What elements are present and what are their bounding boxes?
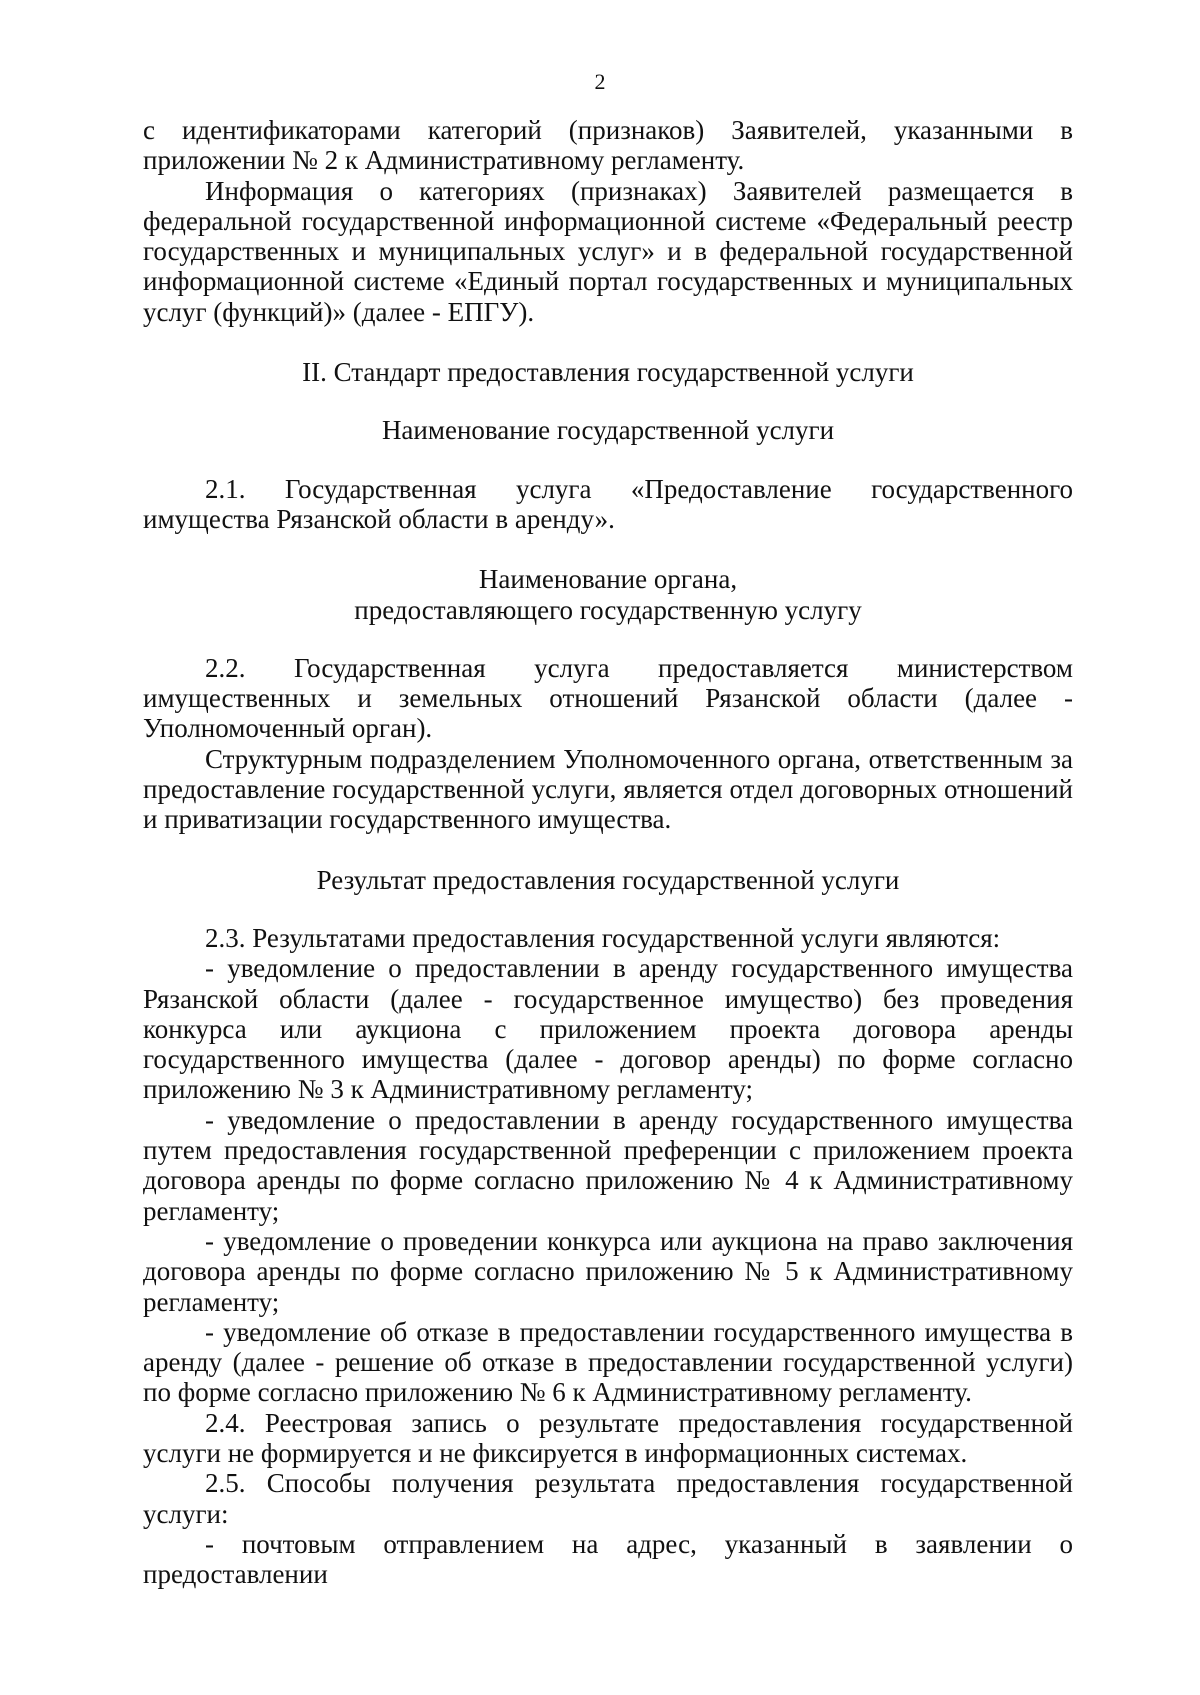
paragraph-2-4: 2.4. Реестровая запись о результате предоставления государственной услуги не формируется и не фиксируется в информационных системах. <box>143 1407 1073 1468</box>
paragraph: Структурным подразделением Уполномоченного органа, ответственным за предоставление государственной услуги, является отдел договорных отношений и приватизации государственного имущества. <box>143 743 1073 835</box>
list-item: - уведомление о предоставлении в аренду государственного имущества путем предоставления государственной преференции с приложением проекта договора аренды по форме согласно приложению № 4 к Административному регламенту; <box>143 1104 1073 1226</box>
paragraph-2-3: 2.3. Результатами предоставления государственной услуги являются: <box>205 922 1001 953</box>
paragraph-2-5: 2.5. Способы получения результата предоставления государственной услуги: <box>143 1468 1073 1529</box>
heading-result: Результат предоставления государственной услуги <box>316 864 900 895</box>
paragraph-2-2: 2.2. Государственная услуга предоставляется министерством имущественных и земельных отношений Рязанской области (далее - Уполномоченный орган). <box>143 652 1073 744</box>
page-number: 2 <box>594 69 606 94</box>
heading-body <box>143 564 1073 625</box>
list-item: - уведомление об отказе в предоставлении государственного имущества в аренду (далее - решение об отказе в предоставлении государственной услуги) по форме согласно приложению № 6 к Административному регламенту. <box>143 1316 1073 1408</box>
list-item: - уведомление о предоставлении в аренду государственного имущества Рязанской области (далее - государственное имущество) без проведения конкурса или аукциона с приложением проекта договора аренды государственного имущества (далее - договор аренды) по форме согласно приложению № 3 к Административному регламенту; <box>143 953 1073 1105</box>
paragraph-2-1: 2.1. Государственная услуга «Предоставление государственного имущества Рязанской области в аренду». <box>143 473 1073 534</box>
heading-body-line: предоставляющего государственную услугу <box>354 594 862 625</box>
document-body <box>143 115 1073 1589</box>
list-item: - уведомление о проведении конкурса или аукциона на право заключения договора аренды по форме согласно приложению № 5 к Административному регламенту; <box>143 1225 1073 1317</box>
heading-body-line: Наименование органа, <box>478 564 738 595</box>
section-title: II. Стандарт предоставления государственной услуги <box>302 357 914 388</box>
paragraph: с идентификаторами категорий (признаков) Заявителей, указанными в приложении № 2 к Административному регламенту. <box>143 115 1073 176</box>
list-item: - почтовым отправлением на адрес, указанный в заявлении о предоставлении <box>143 1528 1073 1590</box>
paragraph: Информация о категориях (признаках) Заявителей размещается в федеральной государственной информационной системе «Федеральный реестр государственных и муниципальных услуг» и в федеральной государственной информационной системе «Единый портал государственных и муниципальных услуг (функций)» (далее - ЕПГУ). <box>143 175 1073 327</box>
heading-service-name: Наименование государственной услуги <box>381 415 835 446</box>
